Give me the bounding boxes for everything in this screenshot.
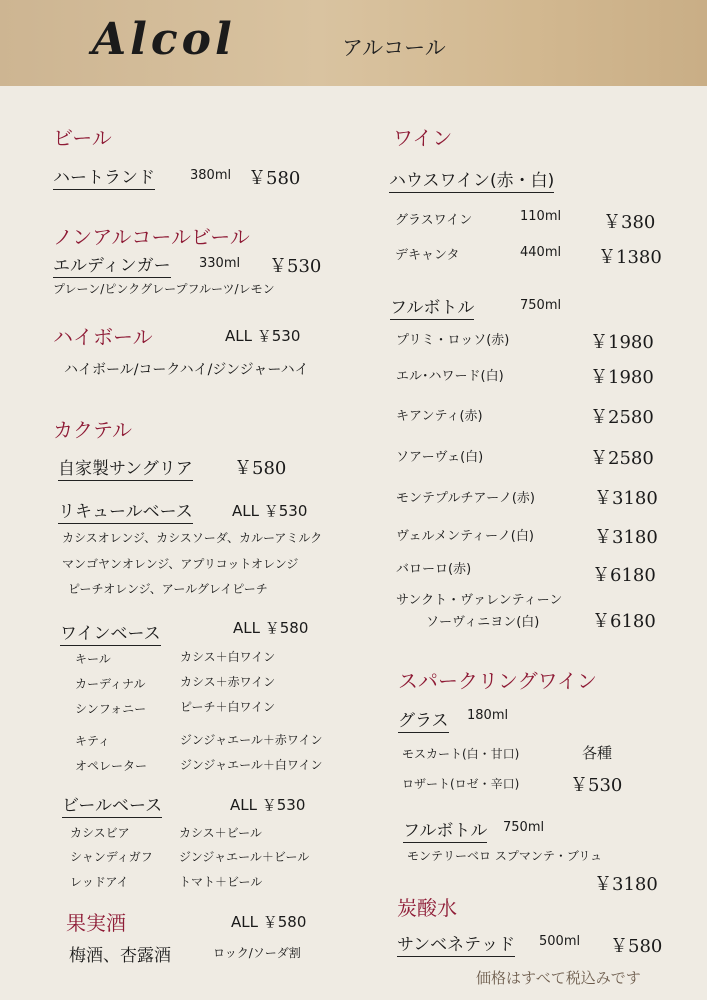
sparkling-bottle-volume: 750ml [503, 820, 545, 835]
fruit-heading: 果実酒 [66, 911, 126, 935]
bottle-wine-price: ￥6180 [592, 611, 656, 632]
highball-items: ハイボール/コークハイ/ジンジャーハイ [64, 362, 309, 378]
bottle-wine-price: ￥3180 [594, 488, 658, 509]
wine-base-item-desc: カシス＋赤ワイン [180, 675, 276, 689]
sparkling-glass-price: ￥530 [570, 775, 623, 796]
house-wine-volume: 110ml [520, 209, 562, 224]
liqueur-line-2: マンゴヤンオレンジ、アプリコットオレンジ [62, 557, 299, 571]
soda-heading: 炭酸水 [397, 896, 457, 920]
full-bottle-volume: 750ml [520, 298, 562, 313]
sparkling-glass-item: ロザート(ロゼ・辛口) [402, 777, 520, 791]
bottle-wine-name: キアンティ(赤) [396, 409, 483, 424]
house-wine-name: デキャンタ [395, 248, 460, 263]
soda-volume: 500ml [539, 934, 581, 949]
wine-base-label: ワインベース [60, 619, 161, 646]
cocktail-heading: カクテル [53, 418, 132, 442]
sparkling-bottle-name: モンテリーベロ スプマンテ・ブリュ [407, 849, 602, 863]
soda-item: サンベネテッド [397, 930, 515, 957]
house-wine-label: ハウスワイン(赤・白) [389, 166, 554, 193]
nonalc-heading: ノンアルコールビール [53, 225, 250, 249]
bottle-wine-price: ￥3180 [594, 527, 658, 548]
sangria-price: ￥580 [234, 458, 287, 479]
bottle-wine-name: ソーヴィニヨン(白) [426, 615, 540, 630]
sparkling-glass-volume: 180ml [467, 708, 509, 723]
wine-base-item-name: シンフォニー [75, 702, 147, 716]
wine-base-price: ALL ￥580 [233, 619, 309, 637]
beer-base-item-name: カシスビア [70, 826, 130, 840]
fruit-price: ALL ￥580 [231, 913, 307, 931]
fruit-items: 梅酒、杏露酒 [69, 946, 171, 966]
highball-price: ALL ￥530 [225, 327, 301, 345]
beer-base-item-desc: ジンジャエール＋ビール [179, 850, 310, 864]
house-wine-volume: 440ml [520, 245, 562, 260]
beer-item: ハートランド [53, 163, 155, 190]
logo-title: Alcol [92, 14, 236, 65]
bottle-wine-price: ￥2580 [590, 407, 654, 428]
beer-base-price: ALL ￥530 [230, 796, 306, 814]
sangria-label: 自家製サングリア [58, 454, 193, 481]
bottle-wine-price: ￥1980 [590, 367, 654, 388]
beer-heading: ビール [53, 126, 112, 150]
bottle-wine-price: ￥2580 [590, 448, 654, 469]
sparkling-heading: スパークリングワイン [398, 669, 597, 693]
sparkling-bottle-label: フルボトル [403, 816, 487, 843]
bottle-wine-price: ￥1980 [590, 332, 654, 353]
tax-note: 価格はすべて税込みです [476, 969, 641, 987]
sparkling-bottle-price: ￥3180 [594, 874, 658, 895]
liqueur-line-1: カシスオレンジ、カシスソーダ、カルーアミルク [62, 531, 323, 545]
bottle-wine-name: モンテプルチアーノ(赤) [396, 491, 535, 506]
full-bottle-label: フルボトル [390, 293, 474, 320]
house-wine-name: グラスワイン [395, 213, 473, 228]
highball-heading: ハイボール [53, 325, 153, 349]
beer-base-label: ビールベース [62, 791, 162, 818]
nonalc-volume: 330ml [199, 256, 241, 271]
sparkling-glass-item: モスカート(白・甘口) [402, 747, 520, 761]
wine-base-item-desc: ジンジャエール＋白ワイン [180, 758, 323, 772]
fruit-style: ロック/ソーダ割 [213, 946, 301, 960]
beer-base-item-desc: カシス＋ビール [179, 826, 262, 840]
bottle-wine-price: ￥6180 [592, 565, 656, 586]
bottle-wine-name: エル･ハワード(白) [396, 369, 504, 384]
bottle-wine-name: プリミ・ロッソ(赤) [396, 333, 510, 348]
beer-volume: 380ml [190, 168, 232, 183]
bottle-wine-name: ヴェルメンティーノ(白) [396, 529, 534, 544]
liqueur-base-label: リキュールベース [58, 497, 193, 524]
wine-base-item-name: キール [75, 652, 111, 666]
soda-price: ￥580 [610, 936, 663, 957]
wine-heading: ワイン [393, 126, 453, 150]
liqueur-base-price: ALL ￥530 [232, 502, 308, 520]
bottle-wine-name: サンクト・ヴァレンティーン [396, 593, 563, 608]
beer-base-item-name: シャンディガフ [70, 850, 153, 864]
nonalc-flavors: プレーン/ピンクグレープフルーツ/レモン [53, 282, 275, 296]
beer-price: ￥580 [248, 168, 301, 189]
wine-base-item-desc: ジンジャエール＋赤ワイン [180, 733, 323, 747]
sparkling-glass-note: 各種 [582, 744, 613, 762]
house-wine-price: ￥380 [603, 212, 656, 233]
wine-base-item-desc: ピーチ＋白ワイン [180, 700, 276, 714]
wine-base-item-name: キティ [75, 734, 111, 748]
sparkling-glass-label: グラス [398, 706, 449, 733]
nonalc-item: エルディンガー [53, 251, 171, 278]
bottle-wine-name: ソアーヴェ(白) [396, 450, 484, 465]
nonalc-price: ￥530 [269, 256, 322, 277]
wine-base-item-name: オペレーター [75, 759, 148, 773]
beer-base-item-desc: トマト＋ビール [179, 875, 263, 889]
bottle-wine-name: バローロ(赤) [396, 562, 472, 577]
liqueur-line-3: ピーチオレンジ、アールグレイピーチ [68, 582, 268, 596]
wine-base-item-name: カーディナル [75, 677, 146, 691]
header-subtitle: アルコール [342, 36, 446, 60]
wine-base-item-desc: カシス＋白ワイン [180, 650, 276, 664]
header-banner [0, 0, 707, 86]
beer-base-item-name: レッドアイ [70, 875, 129, 889]
house-wine-price: ￥1380 [598, 247, 662, 268]
